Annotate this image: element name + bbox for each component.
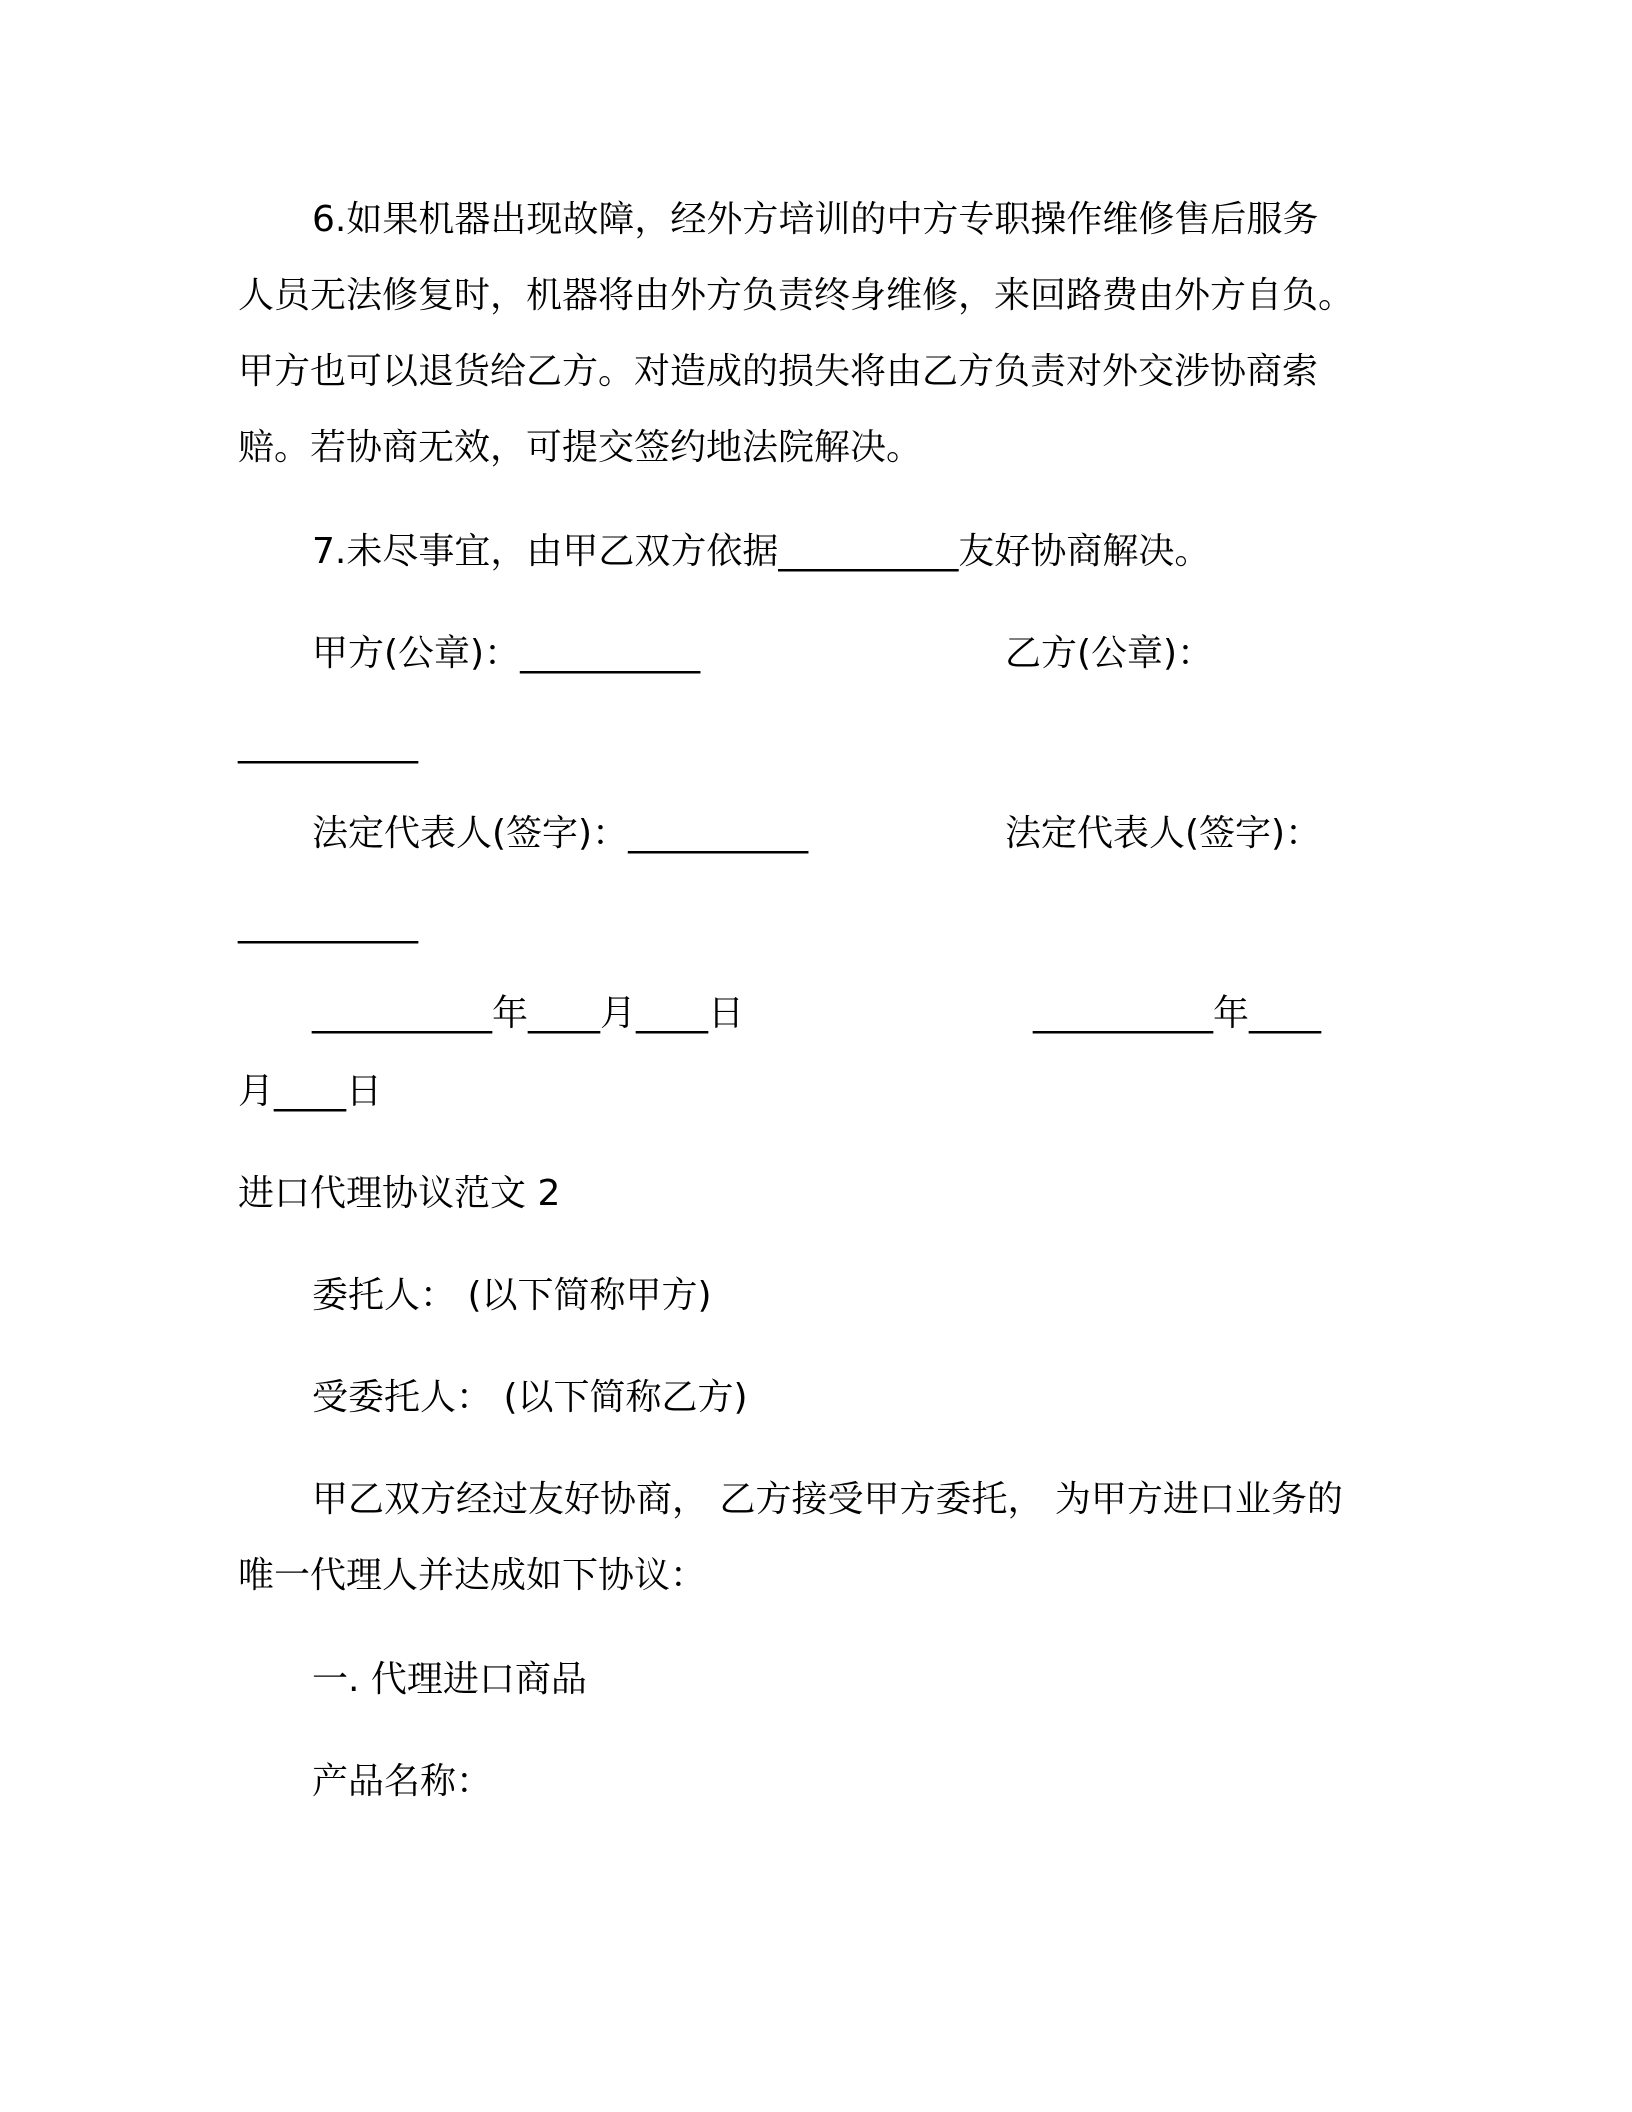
party-b-date-continued: 月____日 [238, 1071, 383, 1112]
agreement2-title: 进口代理协议范文 2 [238, 1173, 561, 1214]
clause7: 7.未尽事宜，由甲乙双方依据__________友好协商解决。 [312, 531, 1211, 572]
clause6-line3: 甲方也可以退货给乙方。对造成的损失将由乙方负责对外交涉协商索 [238, 351, 1319, 392]
party-a-seal: 甲方(公章)：__________ [312, 633, 701, 674]
clause6-line4: 赔。若协商无效，可提交签约地法院解决。 [238, 427, 923, 468]
party-b-seal: 乙方(公章)： [1005, 633, 1214, 674]
product-name-label: 产品名称： [312, 1761, 493, 1802]
section1-heading: 一. 代理进口商品 [312, 1659, 587, 1700]
party-b-representative: 法定代表人(签字)： [1005, 813, 1322, 854]
clause6-line1: 6.如果机器出现故障，经外方培训的中方专职操作维修售后服务 [312, 199, 1319, 240]
clause6-line2: 人员无法修复时，机器将由外方负责终身维修，来回路费由外方自负。 [238, 275, 1355, 316]
party-b-date: __________年____ [1033, 993, 1321, 1034]
principal-line: 委托人： (以下简称甲方) [312, 1275, 712, 1316]
intro-line1: 甲乙双方经过友好协商， 乙方接受甲方委托， 为甲方进口业务的 [312, 1479, 1343, 1520]
agent-line: 受委托人： (以下简称乙方) [312, 1377, 748, 1418]
party-a-date: __________年____月____日 [312, 993, 744, 1034]
party-a-representative: 法定代表人(签字)：__________ [312, 813, 809, 854]
party-b-representative-blank: __________ [238, 903, 418, 944]
intro-line2: 唯一代理人并达成如下协议： [238, 1555, 707, 1596]
party-b-seal-blank: __________ [238, 723, 418, 764]
